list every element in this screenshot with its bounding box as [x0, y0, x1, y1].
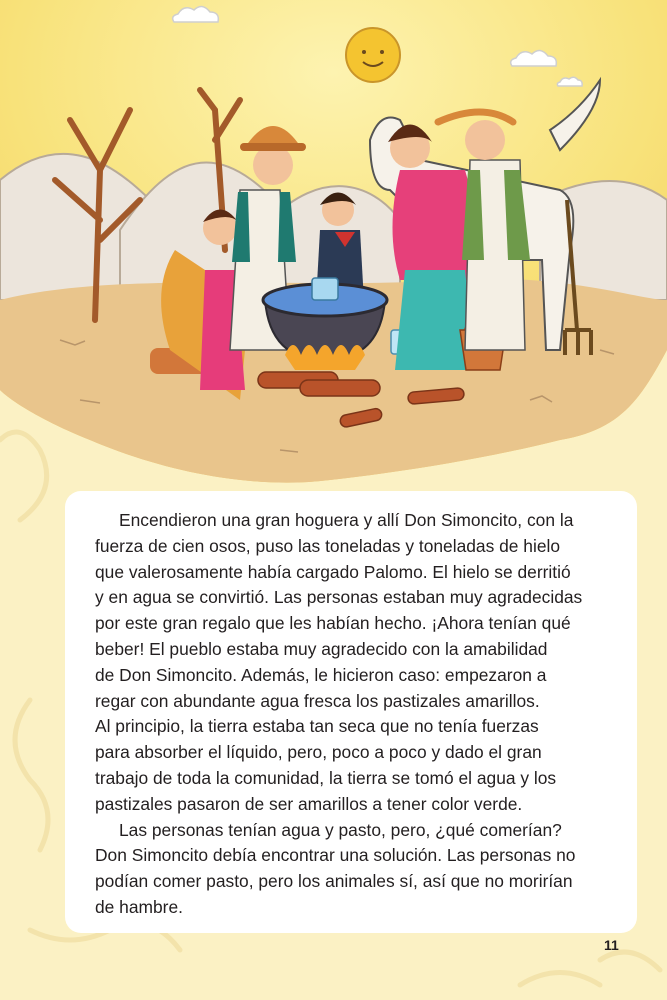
- sun-icon: [346, 28, 400, 82]
- text-line: podían comer pasto, pero los animales sí, así que no morirían: [95, 871, 573, 892]
- text-line: y en agua se convirtió. Las personas estaban muy agradecidas: [95, 587, 583, 608]
- story-paragraph: [95, 818, 611, 921]
- text-line: Al principio, la tierra estaba tan seca que no tenía fuerzas: [95, 716, 539, 737]
- fire-icon: [285, 345, 365, 370]
- text-line: Las personas tenían agua y pasto, pero, ¿qué comerían?: [119, 819, 562, 840]
- text-line: que valerosamente había cargado Palomo. El hielo se derritió: [95, 561, 571, 582]
- story-paragraph: [95, 508, 611, 714]
- text-line: por este gran regalo que les habían hecho. ¡Ahora tenían qué: [95, 613, 571, 634]
- text-line: fuerza de cien osos, puso las toneladas y toneladas de hielo: [95, 535, 561, 556]
- text-line: Don Simoncito debía encontrar una solución. Las personas no: [95, 845, 576, 866]
- text-line: regar con abundante agua fresca los pastizales amarillos.: [95, 690, 540, 711]
- page-number: 11: [604, 937, 619, 953]
- story-text-card: [65, 491, 637, 933]
- text-line: trabajo de toda la comunidad, la tierra se tomó el agua y los: [95, 767, 557, 788]
- story-paragraph: [95, 714, 611, 817]
- text-line: de hambre.: [95, 896, 183, 917]
- text-line: de Don Simoncito. Además, le hicieron caso: empezaron a: [95, 664, 547, 685]
- text-line: para absorber el líquido, pero, poco a poco y dado el gran: [95, 742, 542, 763]
- text-line: Encendieron una gran hoguera y allí Don Simoncito, con la: [119, 510, 574, 530]
- text-line: beber! El pueblo estaba muy agradecido con la amabilidad: [95, 638, 548, 659]
- text-line: pastizales pasaron de ser amarillos a tener color verde.: [95, 793, 523, 814]
